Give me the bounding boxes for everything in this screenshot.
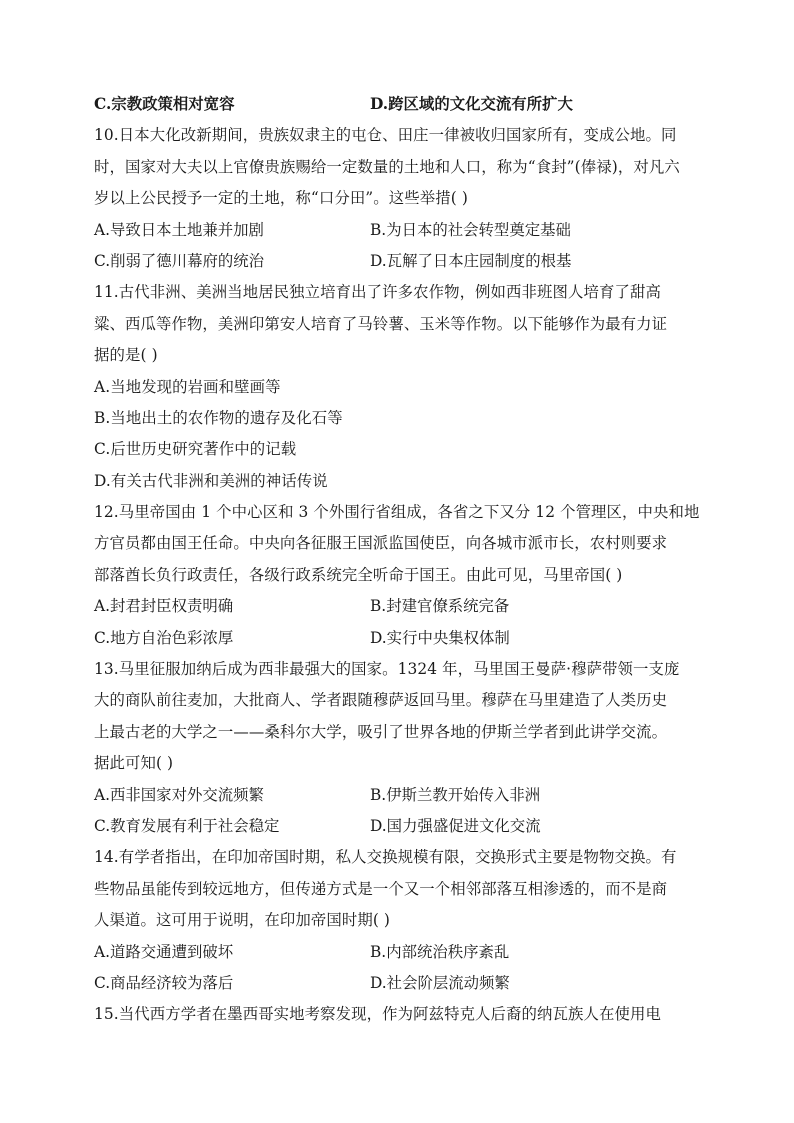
q12-stem-line: 部落酋长负行政责任，各级行政系统完全听命于国王。由此可见，马里帝国( ) <box>94 565 623 584</box>
q14-stem-line: 人渠道。这可用于说明，在印加帝国时期( ) <box>94 911 391 930</box>
q12-stem-line: 方官员都由国王任命。中央向各征服王国派监国使臣，向各城市派市长，农村则要求 <box>94 534 668 553</box>
option-b: B.封建官僚系统完备 <box>370 597 510 616</box>
option-b: B.当地出土的农作物的遗存及化石等 <box>94 408 343 427</box>
q14-options-ab <box>94 937 700 968</box>
q11-stem-line: 据的是( ) <box>94 346 158 365</box>
q11-stem-line: 11.古代非洲、美洲当地居民独立培育出了许多农作物，例如西非班图人培育了甜高 <box>94 283 661 302</box>
option-b: B.为日本的社会转型奠定基础 <box>370 220 571 239</box>
option-a: A.当地发现的岩画和壁画等 <box>94 377 281 396</box>
option-c: C.宗教政策相对宽容 <box>94 95 235 113</box>
q14-stem-line: 些物品虽能传到较远地方，但传递方式是一个又一个相邻部落互相渗透的，而不是商 <box>94 879 668 898</box>
option-d: D.实行中央集权体制 <box>370 628 510 647</box>
option-b: B.伊斯兰教开始传入非洲 <box>370 785 541 804</box>
q9-options-cd <box>94 89 700 120</box>
option-c: C.教育发展有利于社会稳定 <box>94 816 280 835</box>
q10-stem-line: 10.日本大化改新期间，贵族奴隶主的屯仓、田庄一律被收归国家所有，变成公地。同 <box>94 126 677 145</box>
option-d: D.社会阶层流动频繁 <box>370 973 510 992</box>
option-d: D.有关古代非洲和美洲的神话传说 <box>94 471 328 490</box>
q10-options-ab <box>94 215 700 246</box>
q13-stem-line: 13.马里征服加纳后成为西非最强大的国家。1324 年，马里国王曼萨·穆萨带领一支庞 <box>94 660 680 679</box>
q13-options-cd <box>94 811 700 842</box>
option-d: D.瓦解了日本庄园制度的根基 <box>370 251 572 270</box>
q11-stem-line: 粱、西瓜等作物，美洲印第安人培育了马铃薯、玉米等作物。以下能够作为最有力证 <box>94 314 668 333</box>
q10-stem-line: 岁以上公民授予一定的土地，称“口分田”。这些举措( ) <box>94 189 468 208</box>
q14-stem-line: 14.有学者指出，在印加帝国时期，私人交换规模有限，交换形式主要是物物交换。有 <box>94 848 677 867</box>
q12-options-cd <box>94 623 700 654</box>
option-c: C.地方自治色彩浓厚 <box>94 628 234 647</box>
option-c: C.商品经济较为落后 <box>94 973 234 992</box>
q13-stem-line: 上最古老的大学之一——桑科尔大学，吸引了世界各地的伊斯兰学者到此讲学交流。 <box>94 722 668 741</box>
q12-stem-line: 12.马里帝国由 1 个中心区和 3 个外围行省组成，各省之下又分 12 个管理区，中央和地 <box>94 503 700 522</box>
option-c: C.后世历史研究著作中的记载 <box>94 440 297 459</box>
option-a: A.导致日本土地兼并加剧 <box>94 220 264 239</box>
q13-stem-line: 大的商队前往麦加，大批商人、学者跟随穆萨返回马里。穆萨在马里建造了人类历史 <box>94 691 668 710</box>
q13-options-ab <box>94 780 700 811</box>
option-a: A.道路交通遭到破坏 <box>94 942 234 961</box>
q10-stem-line: 时，国家对大夫以上官僚贵族赐给一定数量的土地和人口，称为“食封”(俸禄)，对凡六 <box>94 157 680 176</box>
option-a: A.西非国家对外交流频繁 <box>94 785 264 804</box>
q10-options-cd <box>94 246 700 277</box>
q14-options-cd <box>94 968 700 999</box>
q13-stem-line: 据此可知( ) <box>94 754 174 773</box>
option-d: D.跨区域的文化交流有所扩大 <box>370 95 573 113</box>
option-b: B.内部统治秩序紊乱 <box>370 942 510 961</box>
exam-page <box>94 89 700 1031</box>
q12-options-ab <box>94 591 700 622</box>
option-a: A.封君封臣权责明确 <box>94 597 234 616</box>
q15-stem-line: 15.当代西方学者在墨西哥实地考察发现，作为阿兹特克人后裔的纳瓦族人在使用电 <box>94 1005 661 1024</box>
option-d: D.国力强盛促进文化交流 <box>370 816 541 835</box>
option-c: C.削弱了德川幕府的统治 <box>94 251 265 270</box>
